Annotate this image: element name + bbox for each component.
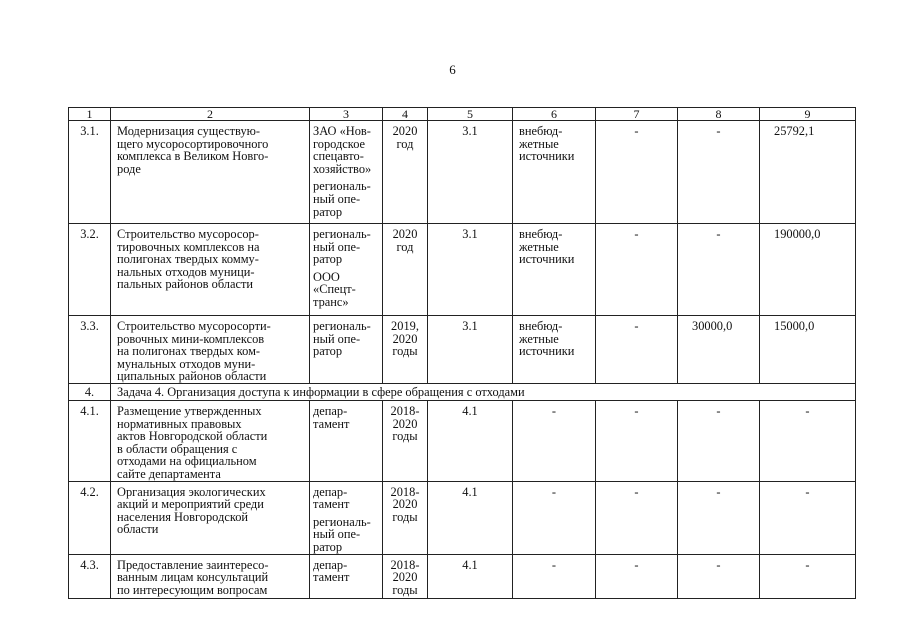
text-line: городское bbox=[313, 136, 366, 151]
text-line: ратор bbox=[313, 539, 343, 554]
text-line: годы bbox=[392, 582, 418, 597]
text-line: акций и мероприятий среди bbox=[117, 497, 264, 512]
header-cell: 3 bbox=[310, 108, 383, 121]
text-line: транс» bbox=[313, 294, 349, 309]
text-line: 2020 bbox=[392, 416, 418, 431]
text-line: ципальных районов области bbox=[117, 369, 267, 384]
text-line: Строительство мусоросорти- bbox=[117, 319, 271, 333]
measure-name bbox=[111, 554, 310, 598]
value-col8: 30000,0 bbox=[678, 316, 760, 384]
header-cell: 2 bbox=[111, 108, 310, 121]
value-col8: - bbox=[678, 400, 760, 481]
text-line: 2018- bbox=[390, 403, 420, 418]
page-number: 6 bbox=[449, 62, 456, 77]
text-line: Строительство мусоросор- bbox=[117, 227, 259, 241]
header-cell: 1 bbox=[69, 108, 111, 121]
table-row bbox=[69, 121, 856, 224]
text-line: актов Новгородской области bbox=[117, 429, 268, 444]
value-col7: - bbox=[596, 316, 678, 384]
text-line: по интересующим вопросам bbox=[117, 582, 268, 597]
header-row bbox=[69, 108, 856, 121]
text-line: ный опе- bbox=[313, 191, 361, 206]
executor-group bbox=[313, 486, 380, 511]
task-ref: 3.1 bbox=[428, 316, 513, 384]
value-col9: 25792,1 bbox=[760, 121, 856, 224]
table-row bbox=[69, 400, 856, 481]
text-line: нальных отходов муници- bbox=[117, 264, 255, 279]
row-number: 4.3. bbox=[69, 554, 111, 598]
value-col9: - bbox=[760, 554, 856, 598]
text-line: тамент bbox=[313, 570, 350, 585]
text-line: годы bbox=[392, 429, 418, 444]
text-line: тамент bbox=[313, 416, 350, 431]
text-line: пальных районов области bbox=[117, 277, 254, 292]
text-line: 2020 bbox=[392, 331, 418, 346]
text-line: региональ- bbox=[313, 319, 371, 333]
text-line: депар- bbox=[313, 557, 348, 572]
measure-name bbox=[111, 316, 310, 384]
text-line: региональ- bbox=[313, 514, 371, 529]
header-cell: 5 bbox=[428, 108, 513, 121]
text-line: Размещение утвержденных bbox=[117, 403, 262, 418]
text-line: ровочных мини-комплексов bbox=[117, 331, 265, 346]
text-line: полигонах твердых комму- bbox=[117, 252, 259, 267]
text-line: 2020 bbox=[392, 570, 418, 585]
table-row bbox=[69, 554, 856, 598]
text-line: 2020 bbox=[392, 124, 418, 138]
text-line: ЗАО «Нов- bbox=[313, 124, 371, 138]
text-line: 2019, bbox=[391, 319, 419, 333]
text-line: депар- bbox=[313, 484, 348, 499]
value-col8: - bbox=[678, 554, 760, 598]
value-col9: 190000,0 bbox=[760, 224, 856, 316]
text-line: региональ- bbox=[313, 227, 371, 241]
funding-source bbox=[513, 400, 596, 481]
text-line: ратор bbox=[313, 204, 343, 219]
text-line: 2020 bbox=[392, 497, 418, 512]
text-line: в области обращения с bbox=[117, 441, 238, 456]
value-col8: - bbox=[678, 224, 760, 316]
header-cell: 4 bbox=[383, 108, 428, 121]
value-col8: - bbox=[678, 481, 760, 554]
measure-name bbox=[111, 121, 310, 224]
executor-group bbox=[313, 180, 380, 218]
executor bbox=[310, 121, 383, 224]
task-ref: 4.1 bbox=[428, 554, 513, 598]
text-line: ООО bbox=[313, 269, 340, 284]
value-col9: - bbox=[760, 400, 856, 481]
header-cell: 6 bbox=[513, 108, 596, 121]
text-line: ный опе- bbox=[313, 527, 361, 542]
text-line: год bbox=[396, 136, 414, 151]
text-line: области bbox=[117, 522, 159, 537]
period bbox=[383, 121, 428, 224]
text-line: источники bbox=[519, 252, 575, 267]
text-line: региональ- bbox=[313, 179, 371, 194]
text-line: источники bbox=[519, 149, 575, 164]
executor-group bbox=[313, 516, 380, 554]
text-line: спецавто- bbox=[313, 149, 364, 164]
text-line: внебюд- bbox=[519, 124, 563, 138]
executor-group bbox=[313, 559, 380, 584]
measure-name bbox=[111, 481, 310, 554]
text-line: внебюд- bbox=[519, 227, 563, 241]
table-row bbox=[69, 316, 856, 384]
value-col7: - bbox=[596, 224, 678, 316]
text-line: жетные bbox=[519, 239, 559, 254]
text-line: тамент bbox=[313, 497, 350, 512]
executor bbox=[310, 224, 383, 316]
text-line: сайте департамента bbox=[117, 466, 221, 481]
task-ref: 4.1 bbox=[428, 481, 513, 554]
period bbox=[383, 554, 428, 598]
text-line: тировочных комплексов на bbox=[117, 239, 260, 254]
executor bbox=[310, 481, 383, 554]
text-line: ный опе- bbox=[313, 331, 361, 346]
text-line: жетные bbox=[519, 136, 559, 151]
period bbox=[383, 481, 428, 554]
task-row bbox=[69, 383, 856, 400]
measures-table bbox=[68, 107, 856, 599]
text-line: источники bbox=[519, 344, 575, 359]
row-number: 3.2. bbox=[69, 224, 111, 316]
executor-group bbox=[313, 125, 380, 175]
row-number: 4.2. bbox=[69, 481, 111, 554]
task-ref: 3.1 bbox=[428, 121, 513, 224]
row-number: 3.3. bbox=[69, 316, 111, 384]
funding-source bbox=[513, 121, 596, 224]
text-line: ванным лицам консультаций bbox=[117, 570, 269, 585]
funding-source bbox=[513, 316, 596, 384]
period bbox=[383, 400, 428, 481]
header-cell: 7 bbox=[596, 108, 678, 121]
text-line: ный опе- bbox=[313, 239, 361, 254]
row-number: 4.1. bbox=[69, 400, 111, 481]
value-col9: 15000,0 bbox=[760, 316, 856, 384]
text-line: год bbox=[396, 239, 414, 254]
text-line: отходами на официальном bbox=[117, 454, 257, 469]
executor-group bbox=[313, 228, 380, 266]
header-cell: 8 bbox=[678, 108, 760, 121]
value-col7: - bbox=[596, 554, 678, 598]
executor-group bbox=[313, 271, 380, 309]
value-col8: - bbox=[678, 121, 760, 224]
text-line: жетные bbox=[519, 331, 559, 346]
table-row bbox=[69, 224, 856, 316]
text-line: Предоставление заинтересо- bbox=[117, 557, 269, 572]
text-line: ратор bbox=[313, 252, 343, 267]
value-col7: - bbox=[596, 121, 678, 224]
value-col7: - bbox=[596, 400, 678, 481]
text-line: Организация экологических bbox=[117, 484, 266, 499]
funding-source bbox=[513, 481, 596, 554]
executor bbox=[310, 554, 383, 598]
measure-name bbox=[111, 400, 310, 481]
text-line: 2018- bbox=[390, 484, 420, 499]
text-line: 2018- bbox=[390, 557, 420, 572]
measure-name bbox=[111, 224, 310, 316]
task-title: Задача 4. Организация доступа к информации в сфере обращения с отходами bbox=[111, 383, 856, 400]
text-line: роде bbox=[117, 161, 141, 176]
text-line: щего мусоросортировочного bbox=[117, 136, 269, 151]
header-cell: 9 bbox=[760, 108, 856, 121]
task-ref: 3.1 bbox=[428, 224, 513, 316]
text-line: - bbox=[551, 557, 557, 572]
table-row bbox=[69, 481, 856, 554]
task-number: 4. bbox=[69, 383, 111, 400]
executor bbox=[310, 316, 383, 384]
task-ref: 4.1 bbox=[428, 400, 513, 481]
text-line: годы bbox=[392, 509, 418, 524]
funding-source bbox=[513, 224, 596, 316]
text-line: - bbox=[551, 484, 557, 499]
period bbox=[383, 224, 428, 316]
executor-group bbox=[313, 405, 380, 430]
text-line: годы bbox=[392, 344, 418, 359]
text-line: 2020 bbox=[392, 227, 418, 241]
text-line: внебюд- bbox=[519, 319, 563, 333]
text-line: хозяйство» bbox=[313, 161, 372, 176]
executor bbox=[310, 400, 383, 481]
text-line: ратор bbox=[313, 344, 343, 359]
value-col9: - bbox=[760, 481, 856, 554]
text-line: Модернизация существую- bbox=[117, 124, 261, 138]
value-col7: - bbox=[596, 481, 678, 554]
text-line: «Спецт- bbox=[313, 282, 356, 297]
text-line: на полигонах твердых ком- bbox=[117, 344, 261, 359]
funding-source bbox=[513, 554, 596, 598]
text-line: - bbox=[551, 403, 557, 418]
text-line: депар- bbox=[313, 403, 348, 418]
row-number: 3.1. bbox=[69, 121, 111, 224]
text-line: комплекса в Великом Новго- bbox=[117, 149, 269, 164]
text-line: мунальных отходов муни- bbox=[117, 356, 256, 371]
period bbox=[383, 316, 428, 384]
text-line: населения Новгородской bbox=[117, 509, 249, 524]
executor-group bbox=[313, 320, 380, 358]
text-line: нормативных правовых bbox=[117, 416, 242, 431]
